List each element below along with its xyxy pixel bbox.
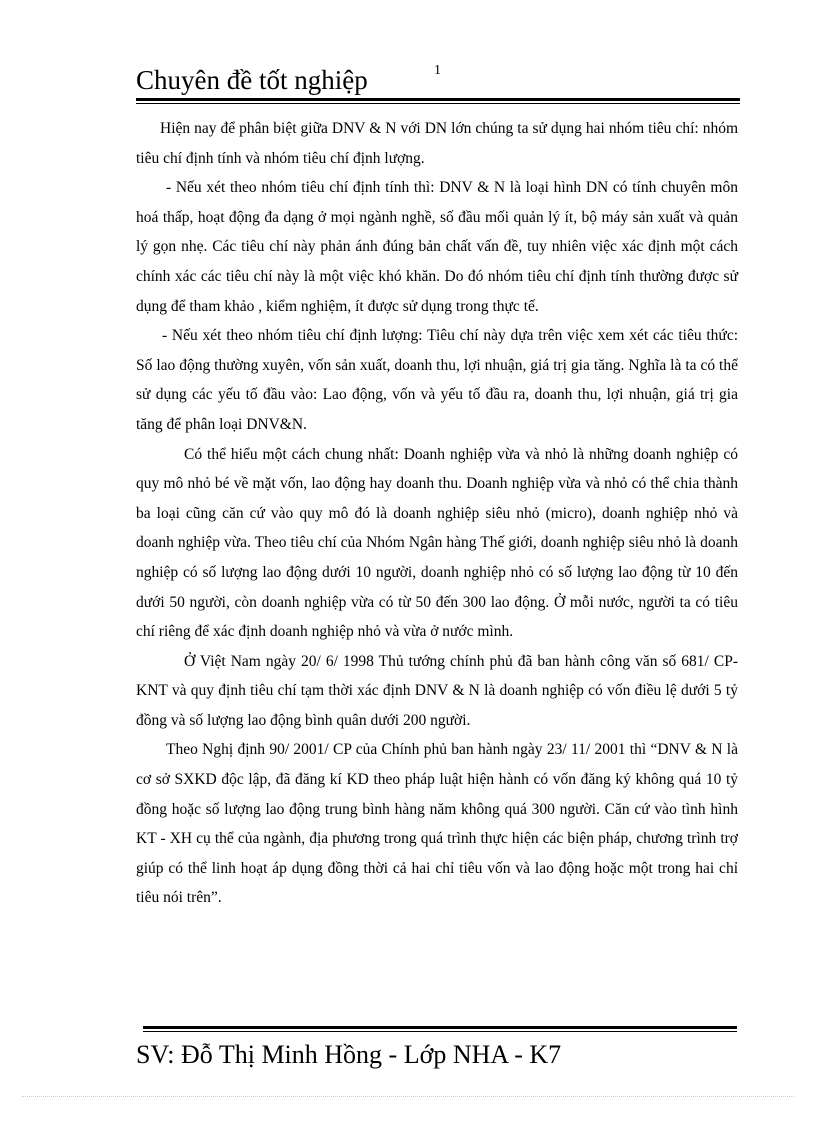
paragraph-quantitative-criteria: - Nếu xét theo nhóm tiêu chí định lượng: Tiêu chí này dựa trên việc xem xét các tiêu thức: Số lao động thường xuyên, vốn sản xuất, doanh thu, lợi nhuận, giá trị gia tăng. Nghĩa là ta có thể sử dụng các yếu tố đầu vào: Lao động, vốn và yếu tố đầu ra, doanh thu, lợi nhuận, giá trị gia tăng để phân loại DNV&N. — [136, 327, 738, 433]
header-rule-thick — [136, 98, 740, 101]
footer-student-info: SV: Đỗ Thị Minh Hồng - Lớp NHA - K7 — [136, 1040, 562, 1069]
paragraph-general-definition: Có thể hiểu một cách chung nhất: Doanh nghiệp vừa và nhỏ là những doanh nghiệp có quy mô nhỏ bé về mặt vốn, lao động hay doanh thu. Doanh nghiệp vừa và nhỏ có thể chia thành ba loại cũng căn cứ vào quy mô đó là doanh nghiệp siêu nhỏ (micro), doanh nghiệp nhỏ và doanh nghiệp vừa. Theo tiêu chí của Nhóm Ngân hàng Thế giới, doanh nghiệp siêu nhỏ là doanh nghiệp có số lượng lao động dưới 10 người, doanh nghiệp nhỏ có số lượng lao động từ 10 đến dưới 50 người, còn doanh nghiệp vừa có từ 50 đến 300 lao động. Ở mỗi nước, người ta có tiêu chí riêng để xác định doanh nghiệp nhỏ và vừa ở nước mình. — [136, 445, 738, 641]
page-number: 1 — [434, 63, 441, 78]
header-rule-thin — [136, 103, 740, 104]
paragraph-qualitative-criteria: - Nếu xét theo nhóm tiêu chí định tính thì: DNV & N là loại hình DN có tính chuyên môn hoá thấp, hoạt động đa dạng ở mọi ngành nghề, số đầu mối quản lý ít, bộ máy sản xuất và quản lý gọn nhẹ. Các tiêu chí này phản ánh đúng bản chất vấn đề, tuy nhiên việc xác định một cách chính xác các tiêu chí này là một việc khó khăn. Do đó nhóm tiêu chí định tính thường được sử dụng để tham khảo , kiểm nghiệm, ít được sử dụng trong thực tế. — [136, 179, 738, 315]
paragraph-intro: Hiện nay để phân biệt giữa DNV & N với DN lớn chúng ta sử dụng hai nhóm tiêu chí: nhóm tiêu chí định tính và nhóm tiêu chí định lượng. — [136, 120, 738, 167]
body-text — [136, 114, 738, 913]
footer-rule-thin — [143, 1031, 737, 1032]
page-edge-divider — [22, 1096, 794, 1097]
paragraph-decree-90-2001: Theo Nghị định 90/ 2001/ CP của Chính phủ ban hành ngày 23/ 11/ 2001 thì “DNV & N là cơ sở SXKD độc lập, đã đăng kí KD theo pháp luật hiện hành có vốn đăng ký không quá 10 tỷ đồng hoặc số lượng lao động trung bình hàng năm không quá 300 người. Căn cứ vào tình hình KT - XH cụ thể của ngành, địa phương trong quá trình thực hiện các biện pháp, chương trình trợ giúp có thể linh hoạt áp dụng đồng thời cả hai chỉ tiêu vốn và lao động hoặc một trong hai chỉ tiêu nói trên”. — [136, 741, 738, 907]
paragraph-vietnam-1998: Ở Việt Nam ngày 20/ 6/ 1998 Thủ tướng chính phủ đã ban hành công văn số 681/ CP-KNT và quy định tiêu chí tạm thời xác định DNV & N là doanh nghiệp có vốn điều lệ dưới 5 tỷ đồng và số lượng lao động bình quân dưới 200 người. — [136, 652, 738, 729]
header-title: Chuyên đề tốt nghiệp — [136, 65, 368, 95]
footer-rule-thick — [143, 1026, 737, 1029]
